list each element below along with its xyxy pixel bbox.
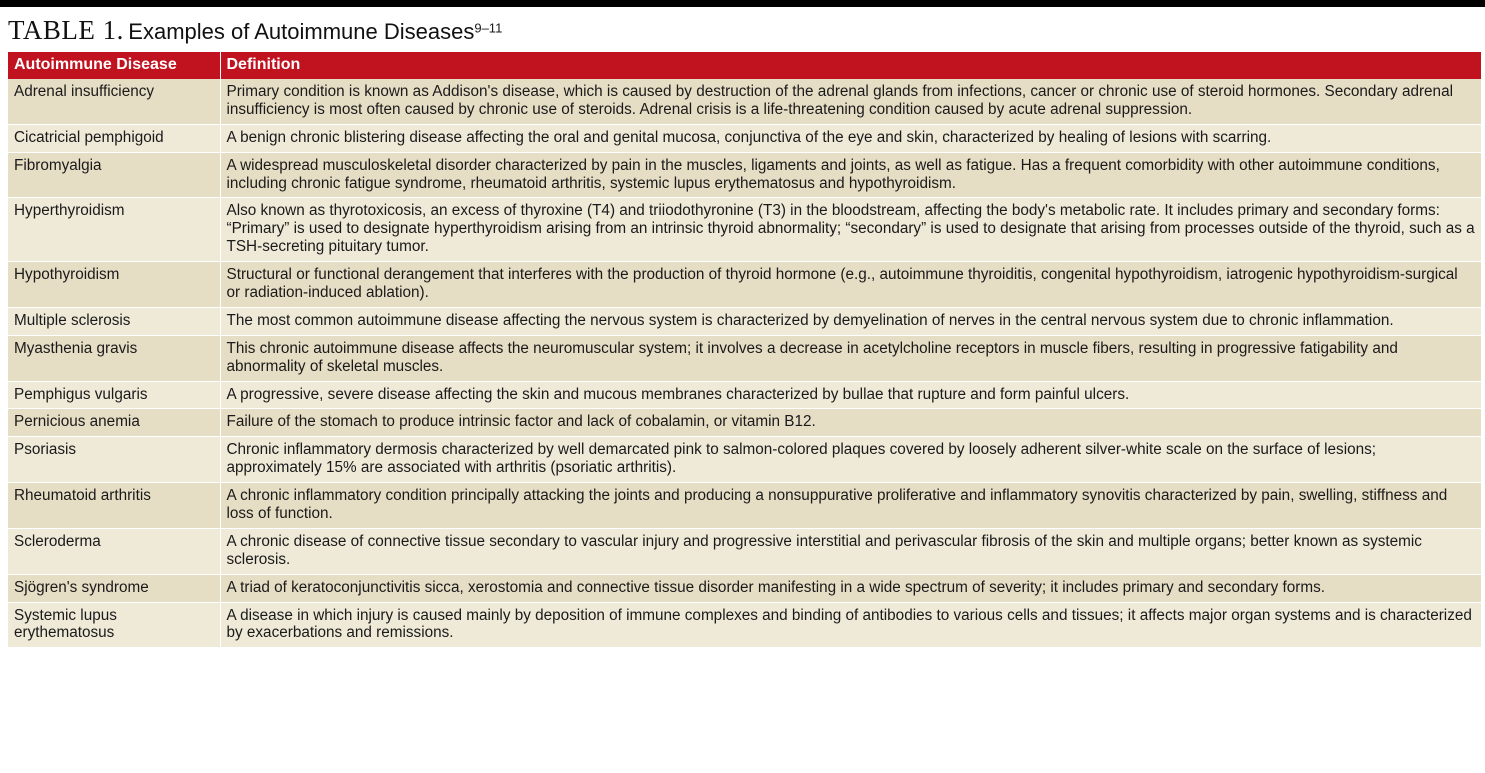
autoimmune-diseases-table [8, 52, 1481, 648]
cell-definition: This chronic autoimmune disease affects the neuromuscular system; it involves a decrease in acetylcholine receptors in muscle fibers, resulting in progressive fatigability and abnormality of skeletal muscles. [220, 335, 1481, 381]
cell-disease: Pemphigus vulgaris [8, 381, 220, 409]
table-row [8, 409, 1481, 437]
cell-disease: Fibromyalgia [8, 152, 220, 198]
cell-disease: Myasthenia gravis [8, 335, 220, 381]
table-number-label: TABLE 1. [8, 15, 124, 45]
table-row [8, 198, 1481, 262]
cell-definition: A chronic disease of connective tissue secondary to vascular injury and progressive interstitial and perivascular fibrosis of the skin and multiple organs; better known as systemic sclerosis. [220, 528, 1481, 574]
table-title-text: Examples of Autoimmune Diseases [128, 19, 475, 44]
cell-definition: A progressive, severe disease affecting the skin and mucous membranes characterized by bullae that rupture and form painful ulcers. [220, 381, 1481, 409]
cell-disease: Multiple sclerosis [8, 307, 220, 335]
cell-definition: Structural or functional derangement that interferes with the production of thyroid hormone (e.g., autoimmune thyroiditis, congenital hypothyroidism, iatrogenic hypothyroidism-surgical or radiation-induced ablation). [220, 262, 1481, 308]
column-header-definition: Definition [220, 52, 1481, 79]
table-row [8, 483, 1481, 529]
cell-disease: Hyperthyroidism [8, 198, 220, 262]
cell-disease: Systemic lupus erythematosus [8, 602, 220, 648]
table-header-row [8, 52, 1481, 79]
table-row [8, 574, 1481, 602]
cell-disease: Rheumatoid arthritis [8, 483, 220, 529]
table-caption [0, 7, 1485, 52]
table-row [8, 528, 1481, 574]
cell-definition: A widespread musculoskeletal disorder characterized by pain in the muscles, ligaments and joints, as well as fatigue. Has a frequent comorbidity with other autoimmune conditions, including chronic fatigue syndrome, rheumatoid arthritis, systemic lupus erythematosus and hypothyroidism. [220, 152, 1481, 198]
column-header-disease: Autoimmune Disease [8, 52, 220, 79]
cell-disease: Hypothyroidism [8, 262, 220, 308]
cell-disease: Sjögren's syndrome [8, 574, 220, 602]
table-row [8, 152, 1481, 198]
table-row [8, 381, 1481, 409]
table-row [8, 124, 1481, 152]
table-row [8, 79, 1481, 124]
top-rule-divider [0, 0, 1485, 7]
table-row [8, 335, 1481, 381]
cell-disease: Pernicious anemia [8, 409, 220, 437]
cell-definition: A triad of keratoconjunctivitis sicca, xerostomia and connective tissue disorder manifesting in a wide spectrum of severity; it includes primary and secondary forms. [220, 574, 1481, 602]
table-row [8, 307, 1481, 335]
cell-disease: Cicatricial pemphigoid [8, 124, 220, 152]
table-header [8, 52, 1481, 79]
table-row [8, 262, 1481, 308]
cell-definition: A disease in which injury is caused mainly by deposition of immune complexes and binding of antibodies to various cells and tissues; it affects major organ systems and is characterized by exacerbations and remissions. [220, 602, 1481, 648]
cell-definition: A chronic inflammatory condition principally attacking the joints and producing a nonsuppurative proliferative and inflammatory synovitis characterized by pain, swelling, stiffness and loss of function. [220, 483, 1481, 529]
cell-disease: Psoriasis [8, 437, 220, 483]
cell-definition: The most common autoimmune disease affecting the nervous system is characterized by demyelination of nerves in the central nervous system due to chronic inflammation. [220, 307, 1481, 335]
cell-disease: Adrenal insufficiency [8, 79, 220, 124]
cell-definition: Chronic inflammatory dermosis characterized by well demarcated pink to salmon-colored plaques covered by loosely adherent silver-white scale on the surface of lesions; approximately 15% are associated with arthritis (psoriatic arthritis). [220, 437, 1481, 483]
table-body [8, 79, 1481, 648]
table-row [8, 437, 1481, 483]
cell-disease: Scleroderma [8, 528, 220, 574]
table-row [8, 602, 1481, 648]
cell-definition: A benign chronic blistering disease affecting the oral and genital mucosa, conjunctiva of the eye and skin, characterized by healing of lesions with scarring. [220, 124, 1481, 152]
table-title-citation: 9–11 [474, 20, 503, 36]
cell-definition: Also known as thyrotoxicosis, an excess of thyroxine (T4) and triiodothyronine (T3) in the bloodstream, affecting the body's metabolic rate. It includes primary and secondary forms: “Primary” is used to designate hyperthyroidism arising from an intrinsic thyroid abnormality; “secondary” is used to designate that arising from processes outside of the thyroid, such as a TSH-secreting pituitary tumor. [220, 198, 1481, 262]
cell-definition: Primary condition is known as Addison's disease, which is caused by destruction of the adrenal glands from infections, cancer or chronic use of steroid hormones. Secondary adrenal insufficiency is most often caused by chronic use of steroids. Adrenal crisis is a life-threatening condition caused by acute adrenal suppression. [220, 79, 1481, 124]
cell-definition: Failure of the stomach to produce intrinsic factor and lack of cobalamin, or vitamin B12. [220, 409, 1481, 437]
